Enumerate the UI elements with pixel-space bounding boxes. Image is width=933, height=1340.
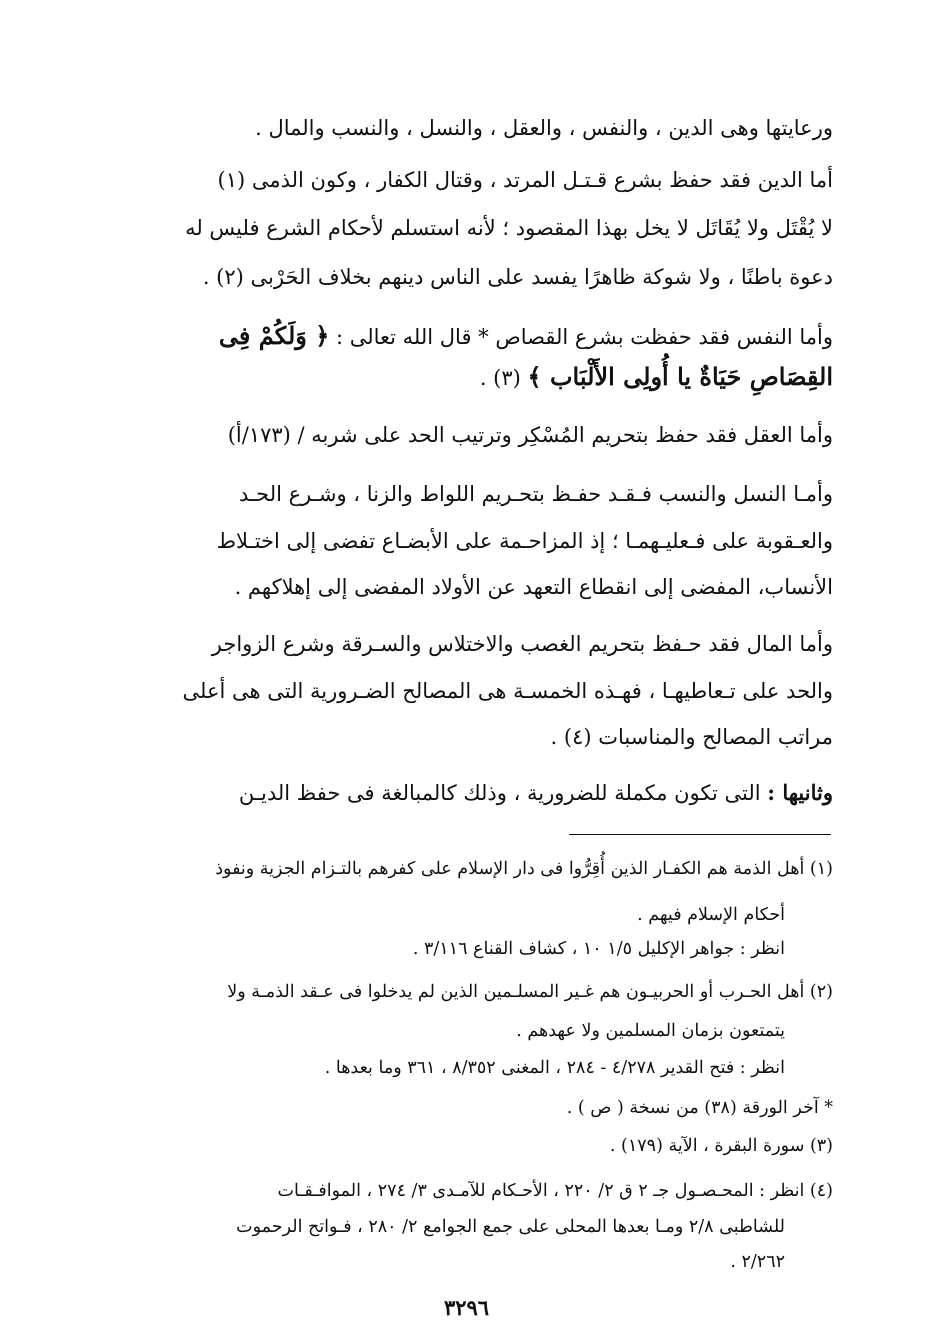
body-line-3: لا يُقْتَل ولا يُقَاتَل لا يخل بهذا المقصود ؛ لأنه استسلم لأحكام الشرع فليس له	[185, 216, 833, 240]
body-line-12: والحد على تـعاطيهـا ، فهـذه الخمسـة هى المصالح الضـرورية التى هى أعلى	[182, 679, 833, 703]
body-line-7: وأما العقل فقد حفظ بتحريم المُسْكِر وترتيب الحد على شربه / (١٧٣/أ)	[227, 423, 833, 447]
footnote-2-source: انظر : فتح القدير ٤/٢٧٨ - ٢٨٤ ، المغنى ٨/٣٥٢ ، ٣٦١ وما بعدها .	[324, 1058, 785, 1078]
footnote-4-line-2: للشاطبى ٢/٨ ومـا بعدها المحلى على جمع الجوامع ٢/ ٢٨٠ ، فـواتح الرحموت	[236, 1217, 785, 1237]
body-line-13: مراتب المصالح والمناسبات (٤) .	[550, 725, 833, 749]
footnote-4-line-1: (٤) انظر : المحـصـول جـ ٢ ق ٢/ ٢٢٠ ، الأحـكام للآمـدى ٣/ ٢٧٤ ، الموافـقـات	[277, 1181, 833, 1201]
body-line-14	[239, 779, 833, 807]
footnote-1-line-1: (١) أهل الذمة هم الكفـار الذين أُقِرُّوا فى دار الإسلام على كفرهم بالتـزام الجزية ونفوذ	[215, 859, 833, 879]
body-line-9: والعـقوبة على فـعليـهمـا ؛ إذ المزاحـمة على الأبضـاع تفضى إلى اختـلاط	[216, 529, 833, 553]
footnote-1-line-2: أحكام الإسلام فيهم .	[637, 905, 785, 925]
body-line-8: وأمـا النسل والنسب فـقـد حفـظ بتحـريم اللواط والزنا ، وشـرع الحـد	[238, 482, 833, 506]
page-number: ٣٢٩٦	[443, 1295, 490, 1320]
verse-footnote-ref: (٣) .	[479, 366, 521, 390]
footnote-2-line-2: يتمتعون بزمان المسلمين ولا عهدهم .	[516, 1021, 785, 1041]
body-line-10: الأنساب، المفضى إلى انقطاع التعهد عن الأولاد المفضى إلى إهلاكهم .	[234, 575, 833, 599]
footnote-star: * آخر الورقة (٣٨) من نسخة ( ص ) .	[566, 1098, 833, 1118]
body-line-11: وأما المال فقد حـفظ بتحريم الغصب والاختلاس والسـرقة وشرع الزواجر	[211, 632, 833, 656]
body-line-5	[219, 322, 833, 351]
quran-verse-end: القِصَاصِ حَيَاةٌ يا أُولِى الأَلْبَاب ﴾	[527, 362, 833, 391]
body-line-2: أما الدين فقد حفظ بشرع قـتـل المرتد ، وقتال الكفار ، وكون الذمى (١)	[217, 168, 833, 192]
body-line-6	[480, 363, 833, 392]
quran-verse-start: ﴿ وَلَكُمْ فِى	[218, 321, 330, 350]
body-line-14-text: التى تكون مكملة للضرورية ، وذلك كالمبالغة فى حفظ الديـن	[238, 781, 761, 805]
footnote-divider	[569, 834, 831, 835]
body-line-1: ورعايتها وهى الدين ، والنفس ، والعقل ، والنسل ، والنسب والمال .	[255, 116, 833, 140]
footnote-3: (٣) سورة البقرة ، الآية (١٧٩) .	[609, 1136, 833, 1156]
body-line-4: دعوة باطنًا ، ولا شوكة ظاهرًا يفسد على الناس دينهم بخلاف الحَرْبى (٢) .	[202, 265, 833, 289]
body-line-5-text: وأما النفس فقد حفظت بشرع القصاص * قال الله تعالى :	[335, 325, 833, 349]
footnote-1-source: انظر : جواهر الإكليل ١/٥ ١٠ ، كشاف القناع ٣/١١٦ .	[412, 939, 785, 959]
footnote-2-line-1: (٢) أهل الحـرب أو الحربيـون هم غـير المسلـمين الذين لم يدخلوا فى عـقد الذمـة ولا	[227, 982, 833, 1002]
footnote-4-line-3: ٢/٢٦٢ .	[730, 1252, 785, 1272]
section-heading: وثانيها :	[767, 780, 833, 805]
